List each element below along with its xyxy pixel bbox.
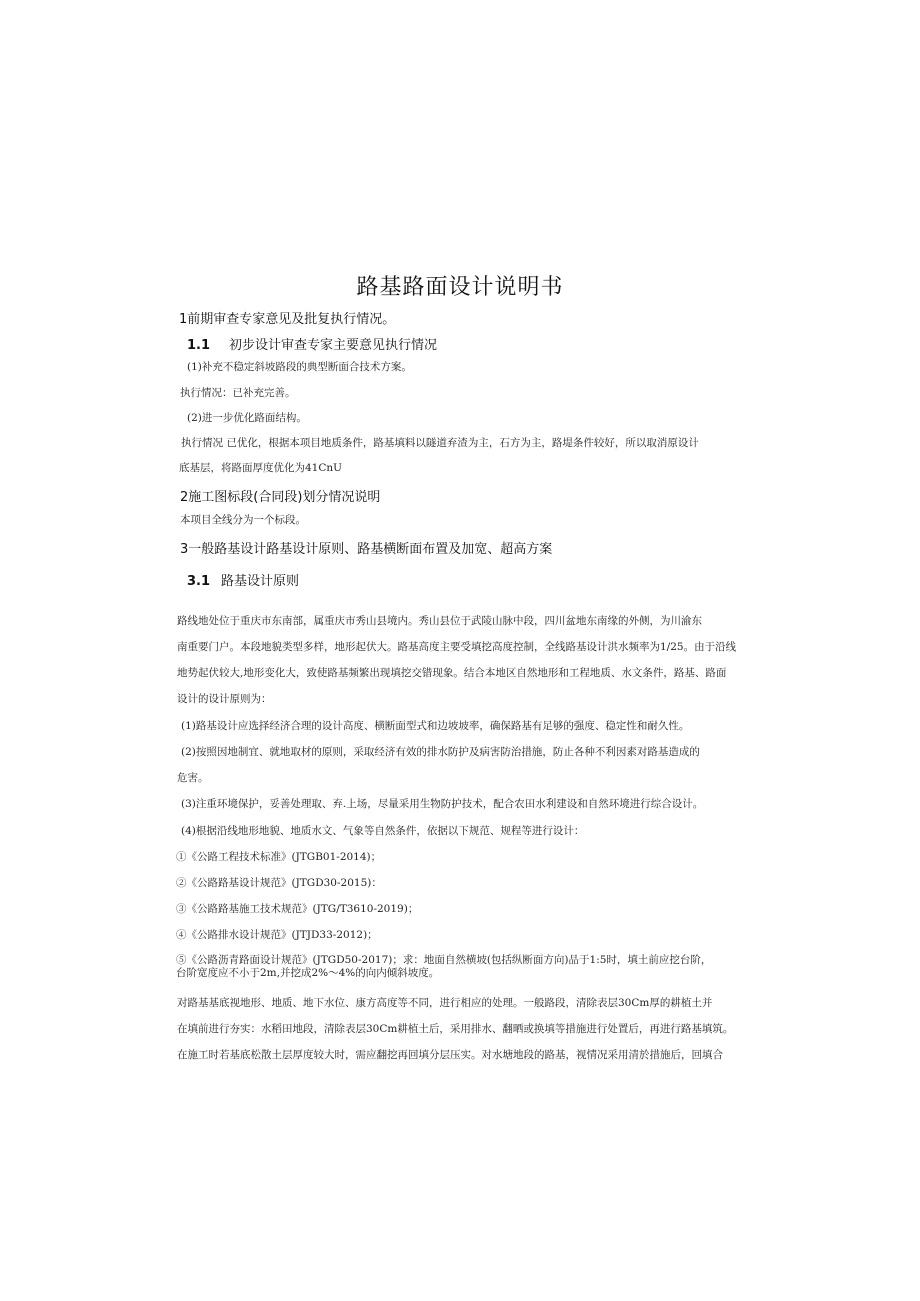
standard-5-line-1: ⑤《公路沥青路面设计规范》(JTGD50-2017)；求：地面自然横坡(包括纵断面方向)品于1:5时，填土前应挖台阶， xyxy=(176,954,712,966)
final-line: 在施工时若基底松散土层厚度较大时，需应翻挖再回填分层压实。对水塘地段的路基，视情况采用清於措施后，回填合 xyxy=(177,1049,723,1061)
principle-3: (3)注重环境保护，妥善处理取、弃.上场，尽量采用生物防护技术，配合农田水利建设和自然环境进行综合设计。 xyxy=(181,798,704,810)
subsection-3-1-number: 3.1 xyxy=(187,574,211,589)
document-title: 路基路面设计说明书 xyxy=(356,275,564,300)
principle-4: (4)根据沿线地形地貌、地质水文、气象等自然条件，依据以下规范、规程等进行设计： xyxy=(181,825,585,837)
principle-1: (1)路基设计应选择经济合理的设计高度、横断面型式和边坡坡率，确保路基有足够的强度、稳定性和耐久性。 xyxy=(181,720,690,732)
intro-line: 南重要门户。本段地貌类型多样，地形起伏大。路基高度主要受填挖高度控制，全线路基设计洪水频率为1/25。由于沿线 xyxy=(177,641,737,653)
subsection-1-1-number: 1.1 xyxy=(187,338,211,353)
section-1-heading: 1前期审查专家意见及批复执行情况。 xyxy=(179,312,396,327)
final-line: 在填前进行夯实：水稻田地段，清除表层30Cm耕植土后，采用排水、翻晒或换填等措施进行处置后，再进行路基填筑。 xyxy=(177,1023,734,1035)
section-2-heading: 2施工图标段(合同段)划分情况说明 xyxy=(180,490,381,505)
intro-line: 设计的设计原则为： xyxy=(177,693,272,705)
intro-line: 地势起伏较大,地形变化大，致使路基频繁出现填挖交错现象。结合本地区自然地形和工程地质、水文条件，路基、路面 xyxy=(177,667,727,679)
subsection-1-1-title: 初步设计审查专家主要意见执行情况 xyxy=(229,338,438,353)
standard-5-line-2: 台阶宽度应不小于2m,并挖成2%～4%的向内倾斜坡度。 xyxy=(176,967,440,979)
item-2-execution-line-1: 执行情况 已优化，根据本项目地质条件，路基填料以隧道弃渣为主，石方为主，路堤条件较好，所以取消原设计 xyxy=(181,437,699,449)
subsection-1-1-heading xyxy=(187,334,437,353)
principle-2-line-1: (2)按照因地制宜、就地取材的原则，采取经济有效的排水防护及病害防治措施，防止各种不利因素对路基造成的 xyxy=(181,746,700,758)
subsection-3-1-heading xyxy=(187,570,299,589)
standard-4: ④《公路排水设计规范》(JTJD33-2012)； xyxy=(176,929,378,941)
item-1: (1)补充不稳定斜坡路段的典型断面合技术方案。 xyxy=(187,361,412,373)
section-2-text: 本项目全线分为一个标段。 xyxy=(180,514,306,526)
item-2-execution-line-2: 底基层，将路面厚度优化为41CnU xyxy=(179,462,343,474)
standard-3: ③《公路路基施工技术规范》(JTG/T3610-2019)； xyxy=(176,903,419,915)
final-paragraph xyxy=(177,990,734,1068)
final-line: 对路基基底视地形、地质、地下水位、康方高度等不同，进行相应的处理。一般路段，清除表层30Cm厚的耕植土并 xyxy=(177,997,713,1009)
standard-2: ②《公路路基设计规范》(JTGD30-2015)： xyxy=(176,877,382,889)
intro-paragraph xyxy=(177,608,737,712)
intro-line: 路线地处位于重庆市东南部，属重庆市秀山县境内。秀山县位于武陵山脉中段，四川盆地东南缘的外侧，为川渝东 xyxy=(177,615,702,627)
item-1-execution: 执行情况：已补充完善。 xyxy=(180,387,296,399)
item-2: (2)进一步优化路面结构。 xyxy=(187,412,307,424)
standard-1: ①《公路工程技术标准》(JTGB01-2014)； xyxy=(176,851,382,863)
principle-2-line-2: 危害。 xyxy=(177,772,209,784)
subsection-3-1-title: 路基设计原则 xyxy=(221,574,300,589)
section-3-heading: 3一般路基设计路基设计原则、路基横断面布置及加宽、超高方案 xyxy=(180,542,553,557)
